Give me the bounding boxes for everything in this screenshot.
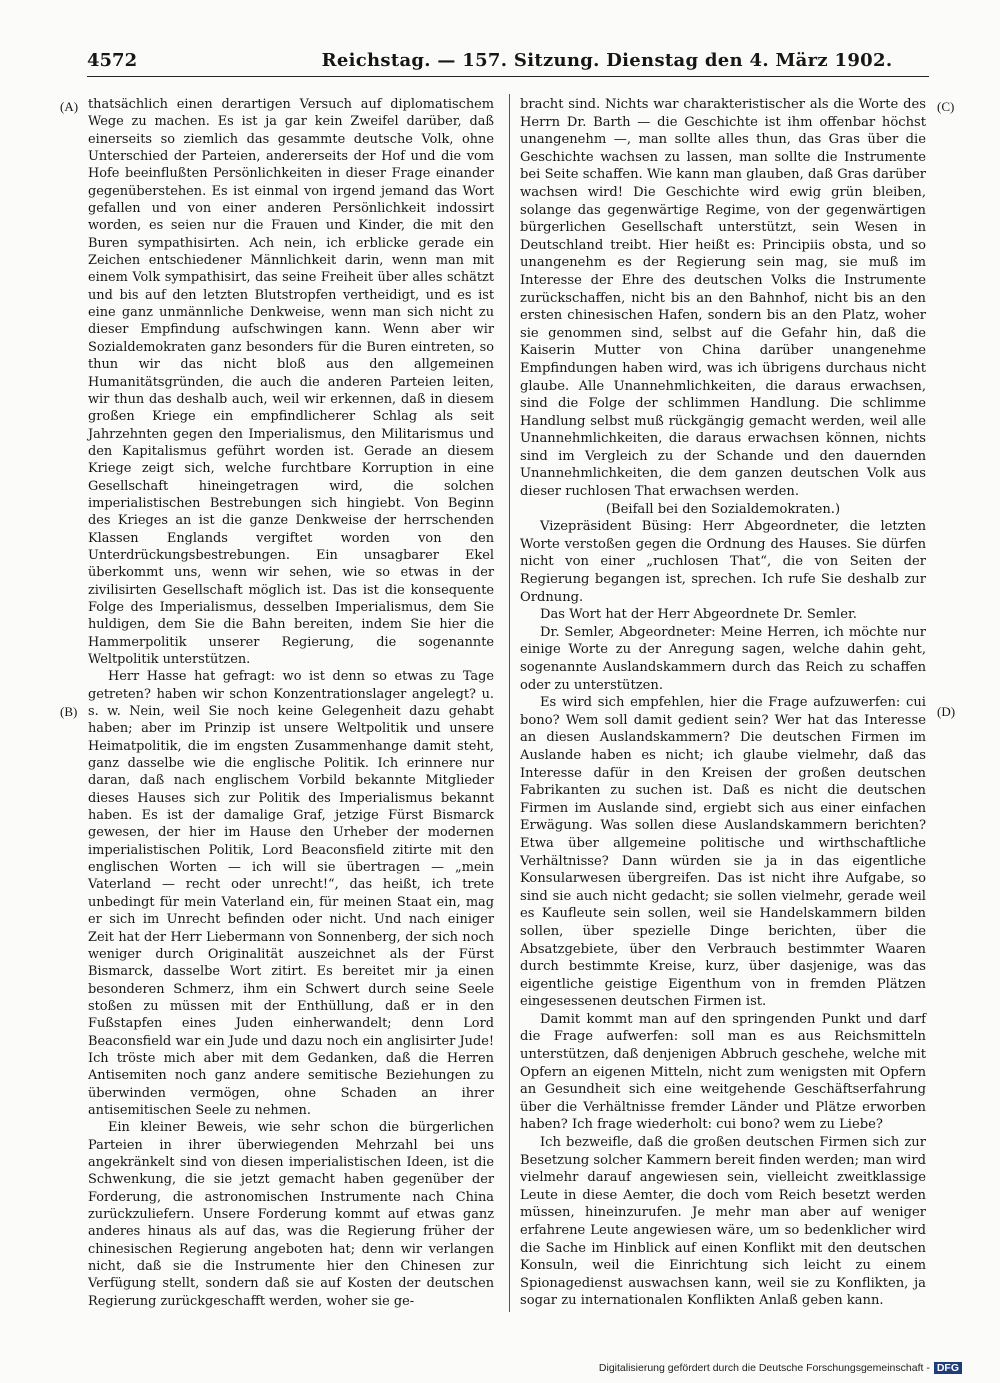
paragraph: Das Wort hat der Herr Abgeordnete Dr. Semler. [540, 607, 857, 623]
paragraph: Ich bezweifle, daß die großen deutschen Firmen sich zur Besetzung solcher Kammern bereit finden werden; man wird vielmehr darauf angewiesen sein, vielleicht zweitklassige Leute in diese Aemter, die doch vom Reich besetzt werden müssen, hineinzurufen. Je mehr man aber auf weniger erfahrene Leute angewiesen wäre, um so bedenklicher wird die Sache im Hinblick auf einen Konflikt mit den deutschen Konsuln, weil die Einrichtung sich leicht zu einem Spionagedienst auswachsen kann, weil sie zu Konflikten, ja sogar zu internationalen Konflikten Anlaß geben kann. [520, 1135, 927, 1309]
left-column [88, 96, 494, 1310]
page-number: 4572 [87, 50, 138, 71]
dfg-logo: DFG [934, 1362, 962, 1374]
paragraph: Es wird sich empfehlen, hier die Frage aufzuwerfen: cui bono? Wem soll damit gedient sein? Wer hat das Interesse an diesen Auslandskammern? Die deutschen Firmen im Auslande haben es nicht; ich glaube vielmehr, daß das Interesse dafür in den Kreisen der großen deutschen Fabrikanten zu suchen ist. Daß es nicht die deutschen Firmen im Auslande sind, ergiebt sich aus einer einfachen Erwägung. Was sollen diese Auslandskammern berichten? Etwa über allgemeine politische und wirthschaftliche Verhältnisse? Dann würden sie ja in das eigentliche Konsularwesen übergreifen. Das ist nicht ihre Aufgabe, so sind sie auch nicht gedacht; sie sollen vielmehr, gerade weil es Kaufleute sein sollen, weil sie Handelskammern bilden sollen, über spezielle Dinge berichten, über die Absatzgebiete, über den Verbrauch bestimmter Waaren durch bestimmte Kreise, kurz, über dasjenige, was das eigentliche geistige Eigenthum von in fremden Plätzen eingesessenen deutschen Firmen ist. [520, 695, 926, 1010]
page-header [87, 50, 929, 77]
paragraph: Vizepräsident Büsing: Herr Abgeordneter, die letzten Worte verstoßen gegen die Ordnung des Hauses. Sie dürfen nicht von einer „ruchlosen That“, die von Seiten der Regierung begangen ist, sprechen. Ich rufe Sie deshalb zur Ordnung. [520, 519, 926, 605]
margin-mark-a: (A) [60, 99, 79, 114]
margin-mark-c: (C) [937, 99, 955, 114]
margin-mark-b: (B) [60, 704, 78, 719]
paragraph: Damit kommt man auf den springenden Punkt und darf die Frage aufwerfen: soll man es aus Reichsmitteln unterstützen, daß denjenigen Abbruch geschehe, welche mit Opfern an eigenen Mitteln, nicht zum wenigsten mit Opfern an Gesundheit sich eine weitgehende Geschäftserfahrung über die Verhältnisse fremder Länder und Plätze erworben haben? Ich frage wiederholt: cui bono? wem zu Liebe? [520, 1011, 926, 1133]
column-divider [509, 94, 510, 1312]
running-title: Reichstag. — 157. Sitzung. Dienstag den 4. März 1902. [321, 50, 893, 71]
paragraph: bracht sind. Nichts war charakteristischer als die Worte des Herrn Dr. Barth — die Geschichte ist ihm offenbar höchst unangenehm —, man sollte alles thun, das Gras über die Geschichte wachsen zu lassen, man sollte die Instrumente bei Seite schaffen. Wie kann man glauben, daß Gras darüber wachsen wird! Die Geschichte wird ewig grün bleiben, solange das gegenwärtige Regime, von der gegenwärtigen bürgerlichen Gesellschaft unterstützt, sein Wesen in Deutschland treibt. Hier heißt es: Principiis obsta, und so unangenehm es der Regierung sein mag, sie muß im Interesse der Ehre des deutschen Volks die Instrumente zurückschaffen, nicht bis an den Bahnhof, nicht bis an den ersten chinesischen Hafen, sondern bis an den Platz, woher sie genommen sind, selbst auf die Gefahr hin, daß die Kaiserin Mutter von China darüber unangenehme Empfindungen haben wird, was ich übrigens durchaus nicht glaube. Alle Unannehmlichkeiten, die daraus erwachsen, sind die Folge der schlimmen Handlung. Die schlimme Handlung selbst muß rückgängig gemacht werden, weil alle Unannehmlichkeiten, die daraus erwachsen können, nichts sind im Vergleich zu der Schande und den dauernden Unannehmlichkeiten, die dem ganzen deutschen Volk aus dieser ruchlosen That erwachsen werden. [520, 97, 926, 500]
margin-mark-d: (D) [937, 704, 956, 719]
paragraph: thatsächlich einen derartigen Versuch auf diplomatischem Wege zu machen. Es ist ja gar kein Zweifel darüber, daß einerseits so ziemlich das gesammte deutsche Volk, ohne Unterschied der Parteien, andererseits der Hof und die vom Hofe beeinflußten Persönlichkeiten in dieser Frage einander gegenüberstehen. Es ist einmal von irgend jemand das Wort gefallen und von einer anderen Persönlichkeit indossirt worden, es seien nur die Frauen und Kinder, die mit den Buren sympathisirten. Ach nein, ich erblicke gerade ein Zeichen entschiedener Männlichkeit darin, wenn man mit einem Volk sympathisirt, das seine Freiheit über alles schätzt und bis auf den letzten Blutstropfen vertheidigt, und es ist eine ganz unmännliche Denkweise, wenn man sich nicht zu dieser Empfindung aufschwingen kann. Wenn aber wir Sozialdemokraten ganz besonders für die Buren eintreten, so thun wir das nicht bloß aus den allgemeinen Humanitätsgründen, die auch die anderen Parteien leiten, wir thun das deshalb auch, weil wir erkennen, daß in diesem großen Kriege ein empfindlicherer Schlag als seit Jahrzehnten gegen den Imperialismus, den Militarismus und den Kapitalismus geführt worden ist. Gerade an diesem Kriege zeigt sich, welche furchtbare Korruption in eine Gesellschaft hineingetragen wird, die solchen imperialistischen Bestrebungen sich hingiebt. Von Beginn des Krieges an ist die ganze Denkweise der herrschenden Klassen Englands vergiftet worden von den Unterdrückungsbestrebungen. Ein unsagbarer Ekel überkommt uns, wenn wir sehen, wie so etwas in der zivilisirten Gesellschaft möglich ist. Das ist die konsequente Folge des Imperialismus, desselben Imperialismus, dem Sie huldigen, dem Sie die Bahn bereiten, indem Sie hier die Hammerpolitik unserer Regierung, die sogenannte Weltpolitik unterstützen. [88, 97, 494, 667]
paragraph: Dr. Semler, Abgeordneter: Meine Herren, ich möchte nur einige Worte zu der Anregung sagen, welche dahin geht, sogenannte Auslandskammern durch das Reich zu schaffen oder zu unterstützen. [520, 624, 926, 693]
paragraph: Herr Hasse hat gefragt: wo ist denn so etwas zu Tage getreten? haben wir schon Konzentrationslager angelegt? u. s. w. Nein, weil Sie noch keine Gelegenheit dazu gehabt haben; aber im Prinzip ist unsere Weltpolitik und unsere Heimatpolitik, die im engsten Zusammenhange damit steht, ganz dasselbe wie die englische Politik. Ich erinnere nur daran, daß nach englischem Vorbild bekannte Mitglieder dieses Hauses sich zur Politik des Imperialismus bekannt haben. Es ist der damalige Graf, jetzige Fürst Bismarck gewesen, der hier im Hause den Urheber der modernen imperialistischen Politik, Lord Beaconsfield zitirte mit den englischen Worten — ich will sie übertragen — „mein Vaterland — recht oder unrecht!“, das heißt, ich trete unbedingt für mein Vaterland ein, für meinen Staat ein, mag er sich im Unrecht befinden oder nicht. Und nach einiger Zeit hat der Herr Liebermann von Sonnenberg, der sich noch weniger durch Originalität auszeichnet als der Fürst Bismarck, dasselbe Wort zitirt. Es bereitet mir ja einen besonderen Schmerz, ihm ein Schwert durch seine Seele stoßen zu müssen mit der Enthüllung, daß er in den Fußstapfen eines Juden einherwandelt; denn Lord Beaconsfield war ein Jude und dazu noch ein anglisirter Jude! Ich tröste mich aber mit dem Gedanken, daß die Herren Antisemiten noch ganz andere semitische Beziehungen zu überwinden vermögen, ohne Schaden an ihrer antisemitischen Seele zu nehmen. [88, 669, 494, 1118]
applause-note: (Beifall bei den Sozialdemokraten.) [605, 501, 841, 517]
paragraph: Ein kleiner Beweis, wie sehr schon die bürgerlichen Parteien in ihrer überwiegenden Mehrzahl bei uns angekränkelt sind von diesen imperialistischen Ideen, ist die Schwenkung, die sie jetzt gemacht haben gegenüber der Forderung, die astronomischen Instrumente nach China zurückzuliefern. Unsere Forderung kommt auf etwas ganz anderes hinaus als auf das, was die Regierung früher der chinesischen Regierung angeboten hat; denn wir verlangen nicht, daß sie die Instrumente hier den Chinesen zur Verfügung stellt, sondern daß sie auf Kosten der deutschen Regierung zurückgeschafft werden, woher sie ge- [88, 1120, 494, 1309]
footer-credit: Digitalisierung gefördert durch die Deutsche Forschungsgemeinschaft - [598, 1362, 930, 1374]
footer [599, 1362, 962, 1374]
right-column [520, 96, 926, 1310]
